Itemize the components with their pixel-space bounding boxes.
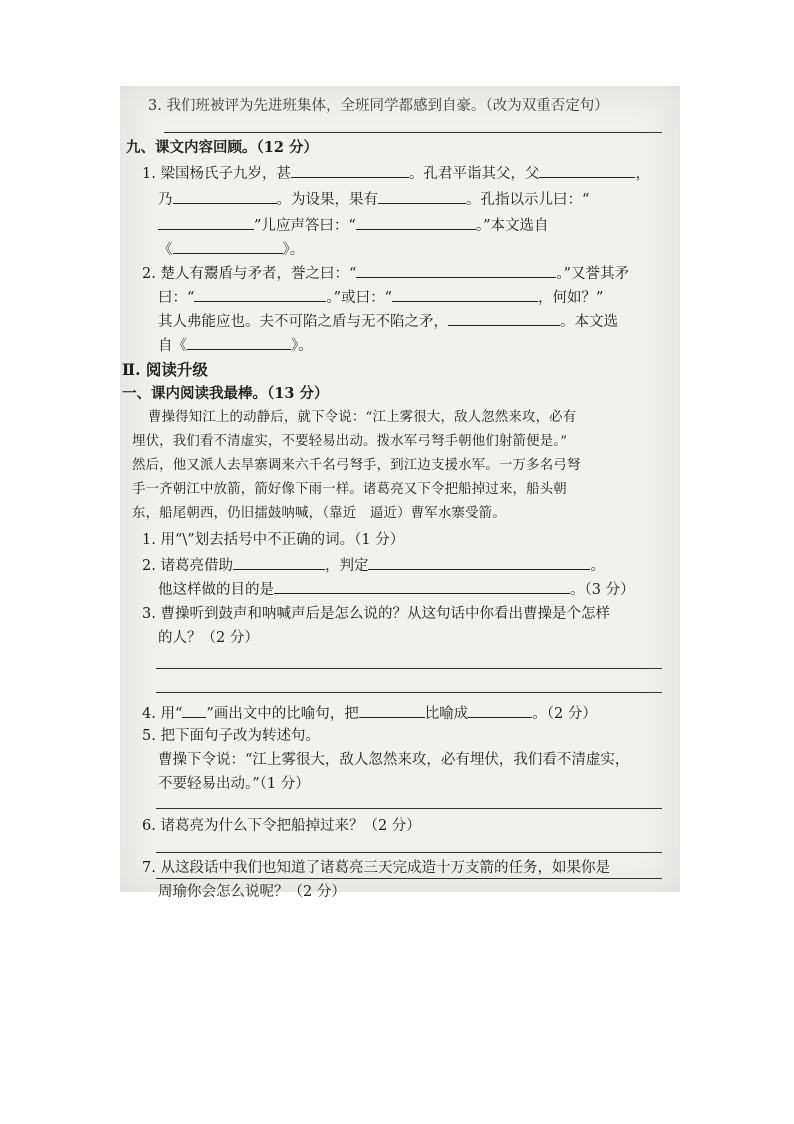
question-5-line3: 不要轻易出动。”（1 分） <box>158 776 310 792</box>
q9-1-line4: 《 》。 <box>158 238 304 260</box>
fill-blank[interactable] <box>356 214 476 230</box>
question-3-line2: 的人？（2 分） <box>158 630 259 646</box>
fill-blank[interactable] <box>194 286 326 302</box>
fill-blank[interactable] <box>274 578 570 594</box>
question-7-line1: 7. 从这段话中我们也知道了诸葛亮三天完成造十万支箭的任务，如果你是 <box>142 860 610 876</box>
question-7-line2: 周瑜你会怎么说呢？（2 分） <box>158 884 346 900</box>
fill-blank[interactable] <box>356 262 556 278</box>
fill-blank[interactable] <box>158 214 254 230</box>
q9-2-line2: 曰：“ 。”或曰：“ ，何如？” <box>158 286 603 308</box>
question-6: 6. 诸葛亮为什么下令把船掉过来？（2 分） <box>142 818 421 834</box>
fill-blank[interactable] <box>182 702 206 718</box>
passage-line: 手一齐朝江中放箭，箭好像下雨一样。诸葛亮又下令把船掉过来，船头朝 <box>132 482 567 497</box>
fill-blank[interactable] <box>539 162 635 178</box>
q9-1-line2: 乃 。为设果，果有 。孔指以示儿曰：“ <box>158 188 589 210</box>
question-5-line1: 5. 把下面句子改为转述句。 <box>142 728 320 744</box>
answer-line <box>156 852 662 853</box>
passage-line: 埋伏，我们看不清虚实，不要轻易出动。拨水军弓弩手朝他们射箭便是。” <box>132 434 568 449</box>
worksheet-page <box>120 86 680 900</box>
fill-blank[interactable] <box>359 702 425 718</box>
answer-line <box>156 878 662 879</box>
question-2-line1: 2. 诸葛亮借助 ，判定 。 <box>142 554 605 576</box>
question-4: 4. 用“ ”画出文中的比喻句，把 比喻成 。（2 分） <box>142 702 597 724</box>
fill-blank[interactable] <box>291 162 409 178</box>
fill-blank[interactable] <box>368 554 590 570</box>
fill-blank[interactable] <box>187 334 291 350</box>
q9-1-line3: ”儿应声答曰：“ 。”本文选自 <box>158 214 549 236</box>
fill-blank[interactable] <box>233 554 325 570</box>
question-1: 1. 用“\”划去括号中不正确的词。（1 分） <box>142 532 405 548</box>
q9-2-line1: 2. 楚人有鬻盾与矛者，誉之曰：“ 。”又誉其矛 <box>142 262 629 284</box>
q9-1-line1: 1. 梁国杨氏子九岁，甚 。孔君平诣其父，父 ， <box>142 162 650 184</box>
q9-2-line3: 其人弗能应也。夫不可陷之盾与无不陷之矛， 。本文选 <box>158 310 618 332</box>
part2-subheading: 一、课内阅读我最棒。（13 分） <box>122 385 329 402</box>
answer-line <box>156 668 662 669</box>
section9-heading: 九、课文内容回顾。（12 分） <box>126 139 318 156</box>
passage-line: 东，船尾朝西，仍旧擂鼓呐喊，（靠近 逼近）曹军水寨受箭。 <box>132 506 506 521</box>
question-5-line2: 曹操下令说：“江上雾很大，敌人忽然来攻，必有埋伏，我们看不清虚实， <box>158 752 630 768</box>
part2-heading: Ⅱ. 阅读升级 <box>122 360 208 379</box>
question-2-line2: 他这样做的目的是 。（3 分） <box>158 578 635 600</box>
answer-line <box>156 692 662 693</box>
passage-line: 然后，他又派人去旱寨调来六千名弓弩手，到江边支援水军。一万多名弓弩 <box>132 458 581 473</box>
fill-blank[interactable] <box>378 188 466 204</box>
fill-blank[interactable] <box>392 286 538 302</box>
fill-blank[interactable] <box>173 238 283 254</box>
answer-line <box>156 808 662 809</box>
fill-blank[interactable] <box>448 310 560 326</box>
q8-item3: 3. 我们班被评为先进班集体，全班同学都感到自豪。（改为双重否定句） <box>148 98 609 114</box>
q9-2-line4: 自《 》。 <box>158 334 313 356</box>
fill-blank[interactable] <box>173 188 277 204</box>
fill-blank[interactable] <box>468 702 532 718</box>
question-3-line1: 3. 曹操听到鼓声和呐喊声后是怎么说的？从这句话中你看出曹操是个怎样 <box>142 606 610 622</box>
answer-line <box>164 132 662 133</box>
passage-line: 曹操得知江上的动静后，就下令说：“江上雾很大，敌人忽然来攻，必有 <box>148 410 577 425</box>
